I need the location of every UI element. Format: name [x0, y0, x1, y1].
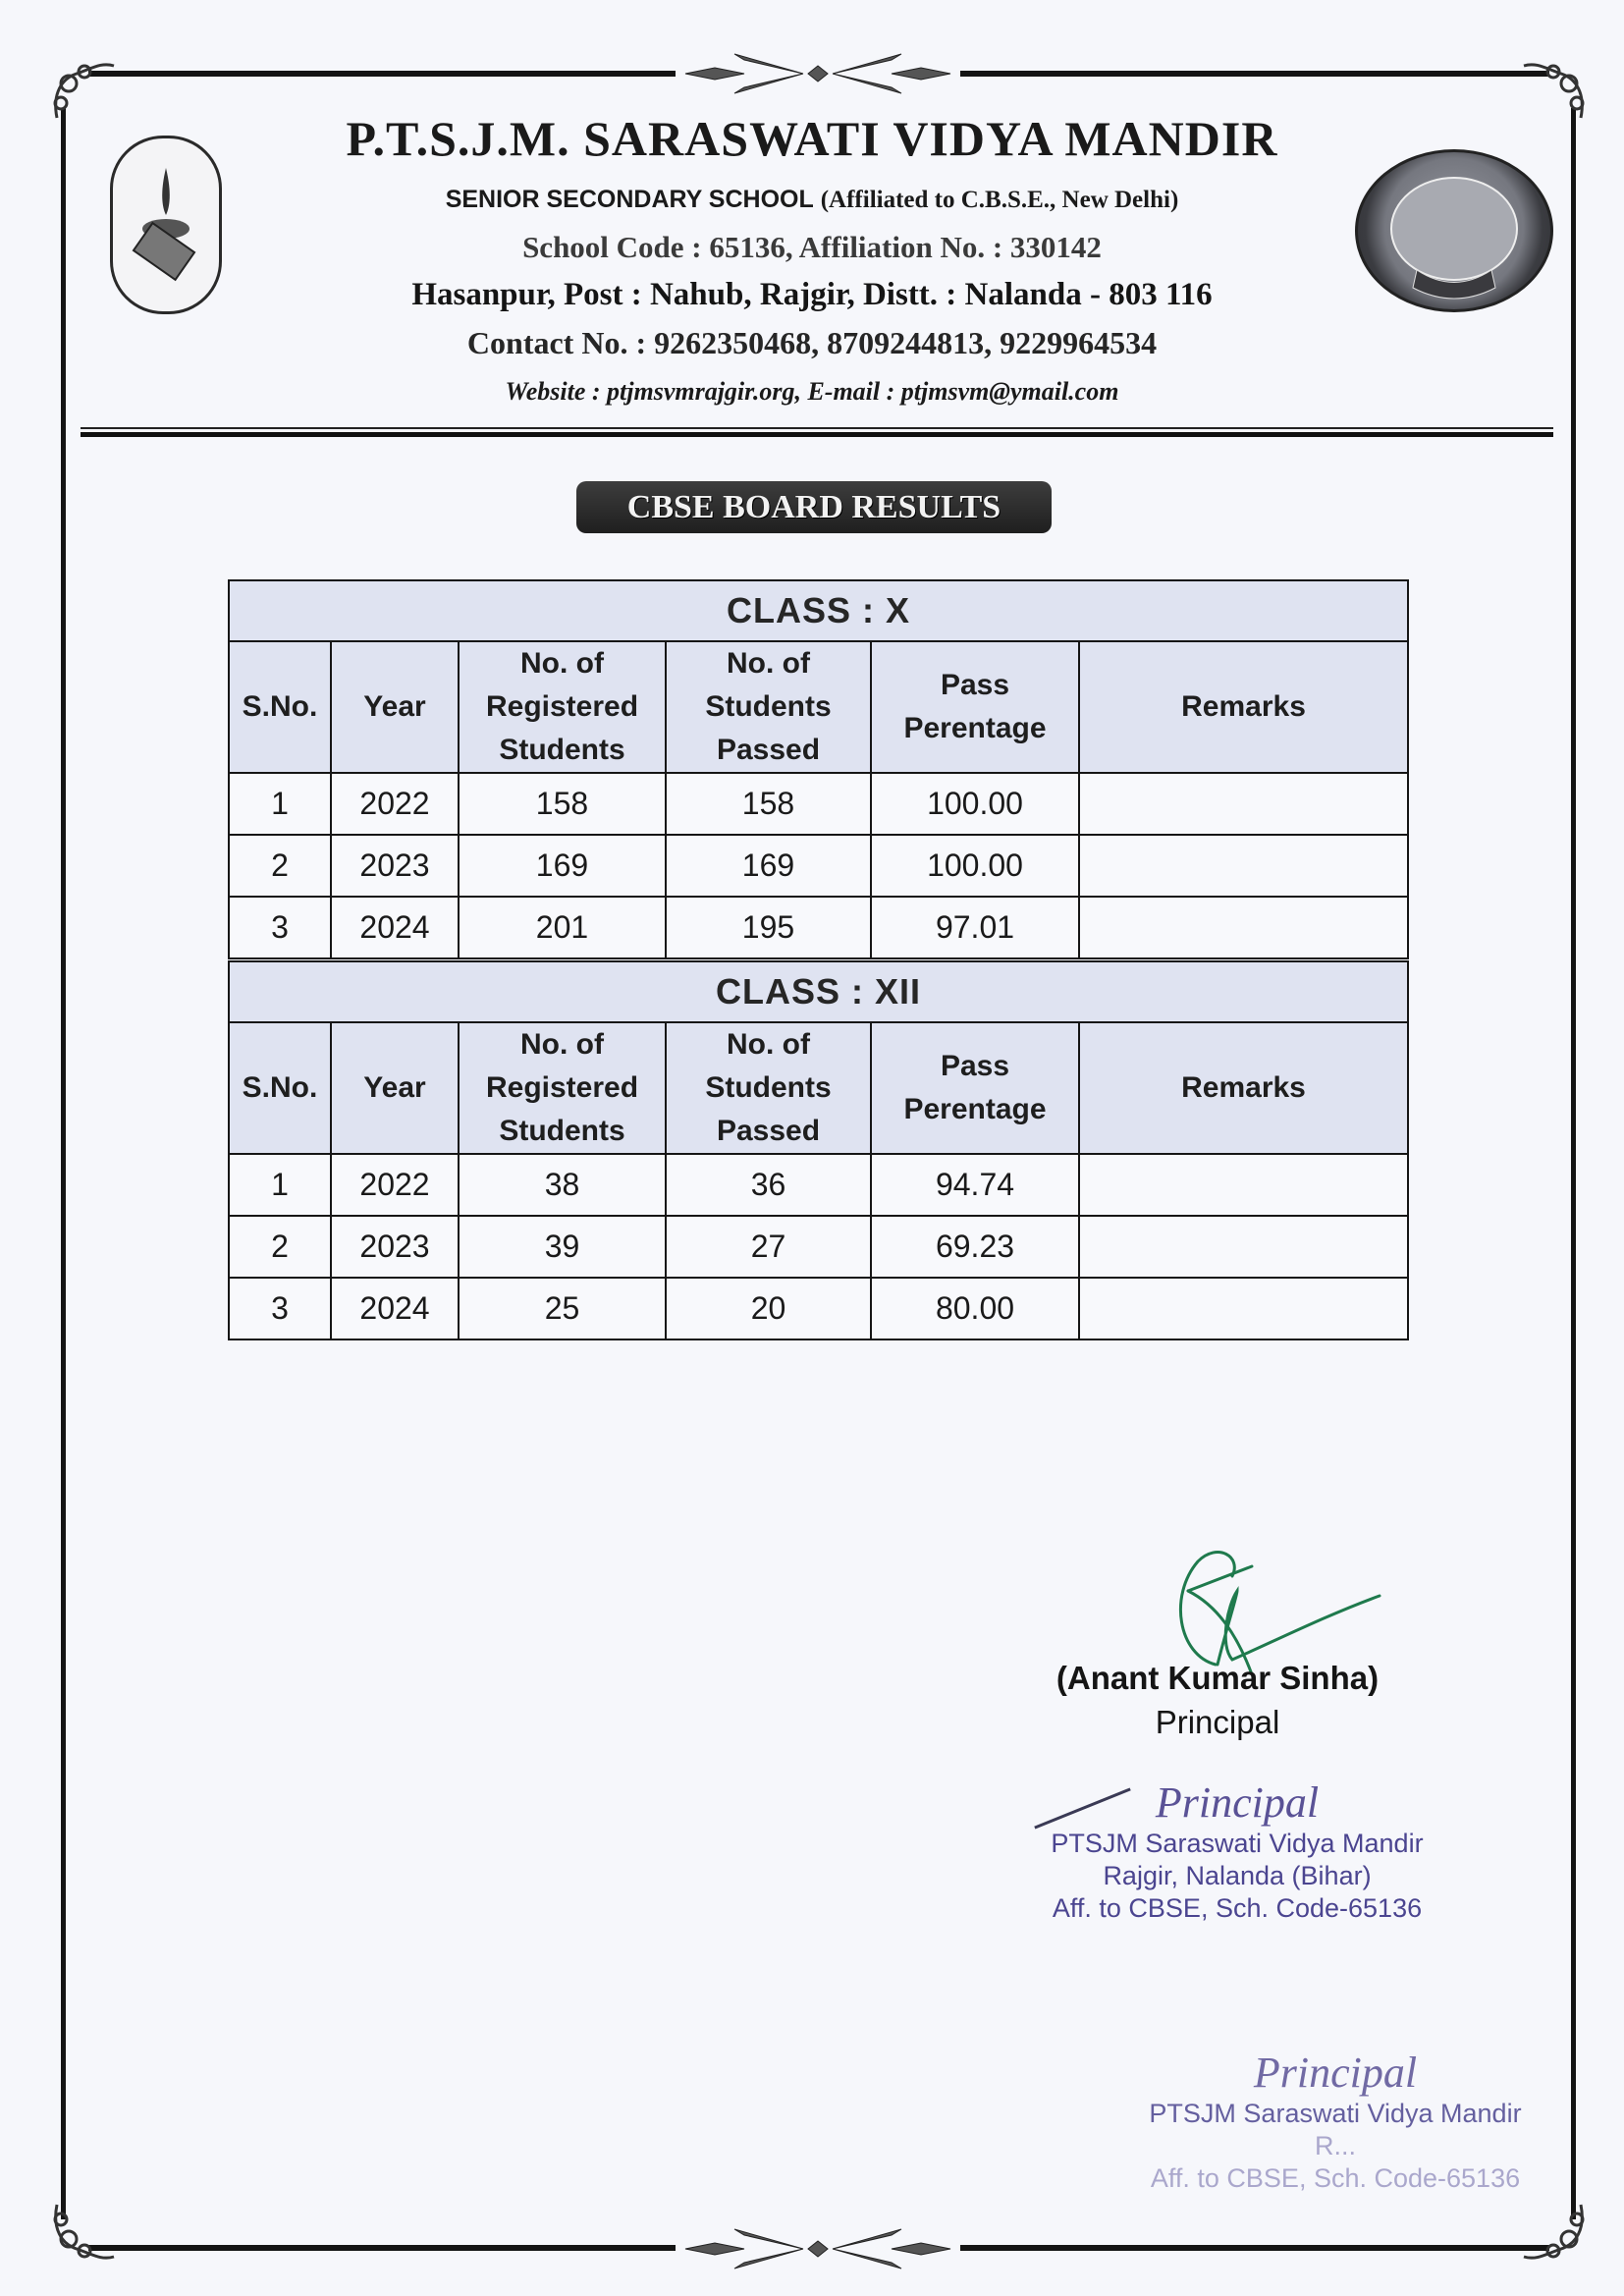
cell-remarks: [1079, 1278, 1408, 1339]
col-header-registered: [459, 641, 666, 773]
col-header-registered: [459, 1022, 666, 1154]
principal-stamp-2: [1110, 2048, 1561, 2195]
cell-percentage: 94.74: [871, 1154, 1079, 1216]
principal-name: (Anant Kumar Sinha): [1056, 1660, 1380, 1696]
header-divider-thin: [81, 427, 1553, 429]
address-line: Hasanpur, Post : Nahub, Rajgir, Distt. : Nalanda - 803 116: [411, 277, 1213, 312]
stamp-line: Aff. to CBSE, Sch. Code-65136: [1150, 2163, 1521, 2193]
cell-registered: 25: [459, 1278, 666, 1339]
col-header-line: Students: [499, 734, 625, 766]
col-header-percentage: [871, 641, 1079, 773]
col-header-year: Year: [331, 641, 459, 773]
table-row: [229, 897, 1408, 958]
cell-passed: 195: [666, 897, 871, 958]
class-x-title: CLASS : X: [229, 580, 1408, 641]
cell-percentage: 100.00: [871, 835, 1079, 897]
stamp-line: Rajgir, Nalanda (Bihar): [1103, 1861, 1372, 1890]
cell-passed: 169: [666, 835, 871, 897]
table-row: [229, 835, 1408, 897]
col-header-line: Registered: [485, 690, 639, 723]
col-header-line: Students: [499, 1115, 625, 1147]
col-header-line: No. of: [727, 647, 810, 680]
cell-year: 2024: [331, 897, 459, 958]
col-header-line: Pass: [940, 669, 1010, 701]
col-header-passed: [666, 1022, 871, 1154]
cell-year: 2023: [331, 835, 459, 897]
page-border-right: [1571, 108, 1576, 2219]
cell-year: 2023: [331, 1216, 459, 1278]
col-header-remarks: Remarks: [1079, 1022, 1408, 1154]
stamp-line: PTSJM Saraswati Vidya Mandir: [1051, 1829, 1424, 1858]
cell-registered: 158: [459, 773, 666, 835]
stamp-line: Aff. to CBSE, Sch. Code-65136: [1052, 1893, 1423, 1923]
col-header-line: Passed: [716, 734, 821, 766]
col-header-line: Students: [705, 1071, 832, 1104]
cell-sno: 1: [229, 773, 331, 835]
website-email-line: Website : ptjmsvmrajgir.org, E-mail : ptjmsvm@ymail.com: [505, 377, 1119, 406]
col-header-passed: [666, 641, 871, 773]
cell-passed: 20: [666, 1278, 871, 1339]
principal-stamp-1: [1011, 1777, 1463, 1925]
col-header-line: Pass: [940, 1050, 1010, 1082]
subtitle-affiliation: (Affiliated to C.B.S.E., New Delhi): [820, 187, 1179, 213]
school-name: P.T.S.J.M. SARASWATI VIDYA MANDIR: [346, 111, 1278, 166]
col-header-line: Registered: [485, 1071, 639, 1104]
cell-sno: 2: [229, 1216, 331, 1278]
stamp-title: Principal: [1253, 2049, 1418, 2097]
stamp-line: R...: [1314, 2131, 1356, 2160]
school-code-line: School Code : 65136, Affiliation No. : 330142: [522, 230, 1102, 264]
cell-remarks: [1079, 835, 1408, 897]
table-row: [229, 773, 1408, 835]
page-border-left: [61, 108, 66, 2219]
class-x-results-table: [228, 579, 1409, 959]
cell-registered: 169: [459, 835, 666, 897]
school-subtitle: [0, 186, 1624, 214]
col-header-year: Year: [331, 1022, 459, 1154]
cbse-board-results-badge: CBSE BOARD RESULTS: [576, 481, 1052, 533]
class-xii-title: CLASS : XII: [229, 961, 1408, 1022]
cell-registered: 201: [459, 897, 666, 958]
col-header-line: Students: [705, 690, 832, 723]
class-xii-results-table: [228, 960, 1409, 1340]
cell-registered: 39: [459, 1216, 666, 1278]
cell-percentage: 97.01: [871, 897, 1079, 958]
cell-remarks: [1079, 897, 1408, 958]
principal-designation: Principal: [1155, 1704, 1280, 1740]
bottom-center-flourish-icon: [676, 2221, 960, 2276]
cell-remarks: [1079, 773, 1408, 835]
cell-sno: 2: [229, 835, 331, 897]
stamp-title: Principal: [1155, 1778, 1320, 1827]
corner-ornament-bottom-right-icon: [1522, 2200, 1591, 2269]
cell-passed: 27: [666, 1216, 871, 1278]
cell-passed: 36: [666, 1154, 871, 1216]
cell-sno: 1: [229, 1154, 331, 1216]
table-row: [229, 1216, 1408, 1278]
col-header-line: Perentage: [903, 712, 1047, 744]
cell-remarks: [1079, 1216, 1408, 1278]
table-row: [229, 1154, 1408, 1216]
cell-percentage: 80.00: [871, 1278, 1079, 1339]
col-header-line: Passed: [716, 1115, 821, 1147]
cell-passed: 158: [666, 773, 871, 835]
col-header-line: No. of: [520, 647, 604, 680]
cell-sno: 3: [229, 1278, 331, 1339]
stamp-line: PTSJM Saraswati Vidya Mandir: [1149, 2099, 1522, 2128]
header-divider-thick: [81, 432, 1553, 437]
contact-line: Contact No. : 9262350468, 8709244813, 9229964534: [466, 325, 1158, 360]
cell-percentage: 69.23: [871, 1216, 1079, 1278]
cell-year: 2024: [331, 1278, 459, 1339]
cell-percentage: 100.00: [871, 773, 1079, 835]
corner-ornament-bottom-left-icon: [47, 2200, 116, 2269]
col-header-sno: S.No.: [229, 641, 331, 773]
col-header-sno: S.No.: [229, 1022, 331, 1154]
cell-year: 2022: [331, 773, 459, 835]
cell-registered: 38: [459, 1154, 666, 1216]
cell-remarks: [1079, 1154, 1408, 1216]
col-header-line: No. of: [520, 1028, 604, 1061]
col-header-line: Perentage: [903, 1093, 1047, 1125]
cell-sno: 3: [229, 897, 331, 958]
col-header-percentage: [871, 1022, 1079, 1154]
col-header-remarks: Remarks: [1079, 641, 1408, 773]
col-header-line: No. of: [727, 1028, 810, 1061]
cell-year: 2022: [331, 1154, 459, 1216]
table-row: [229, 1278, 1408, 1339]
subtitle-main: SENIOR SECONDARY SCHOOL: [445, 186, 814, 213]
top-center-flourish-icon: [676, 46, 960, 101]
